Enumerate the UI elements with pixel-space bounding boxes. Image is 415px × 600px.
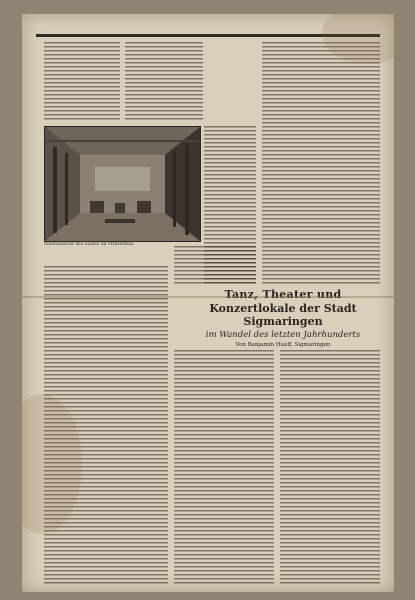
paper-fold (22, 296, 394, 298)
article-byline: Von Benjamin Hauff, Sigmaringen (235, 342, 331, 348)
text-column-upper-left (44, 42, 120, 122)
photo-caption: Innenansicht des Saales im Prinzenbau (44, 242, 134, 247)
photo-image (45, 127, 200, 241)
hall-interior-photo (44, 126, 201, 242)
article-subtitle: im Wandel des letzten Jahrhunderts (205, 330, 361, 340)
newspaper-page (22, 14, 394, 592)
text-column-right-lower (280, 350, 380, 584)
text-column-mid-lower (174, 350, 274, 584)
text-column-mid-block (174, 246, 256, 284)
article-title-line1: Tanz, Theater und (224, 288, 342, 301)
article-title-line2: Konzertlokale der Stadt Sigmaringen (209, 302, 357, 328)
text-column-right-upper (262, 42, 380, 284)
text-column-upper-mid (125, 42, 203, 122)
